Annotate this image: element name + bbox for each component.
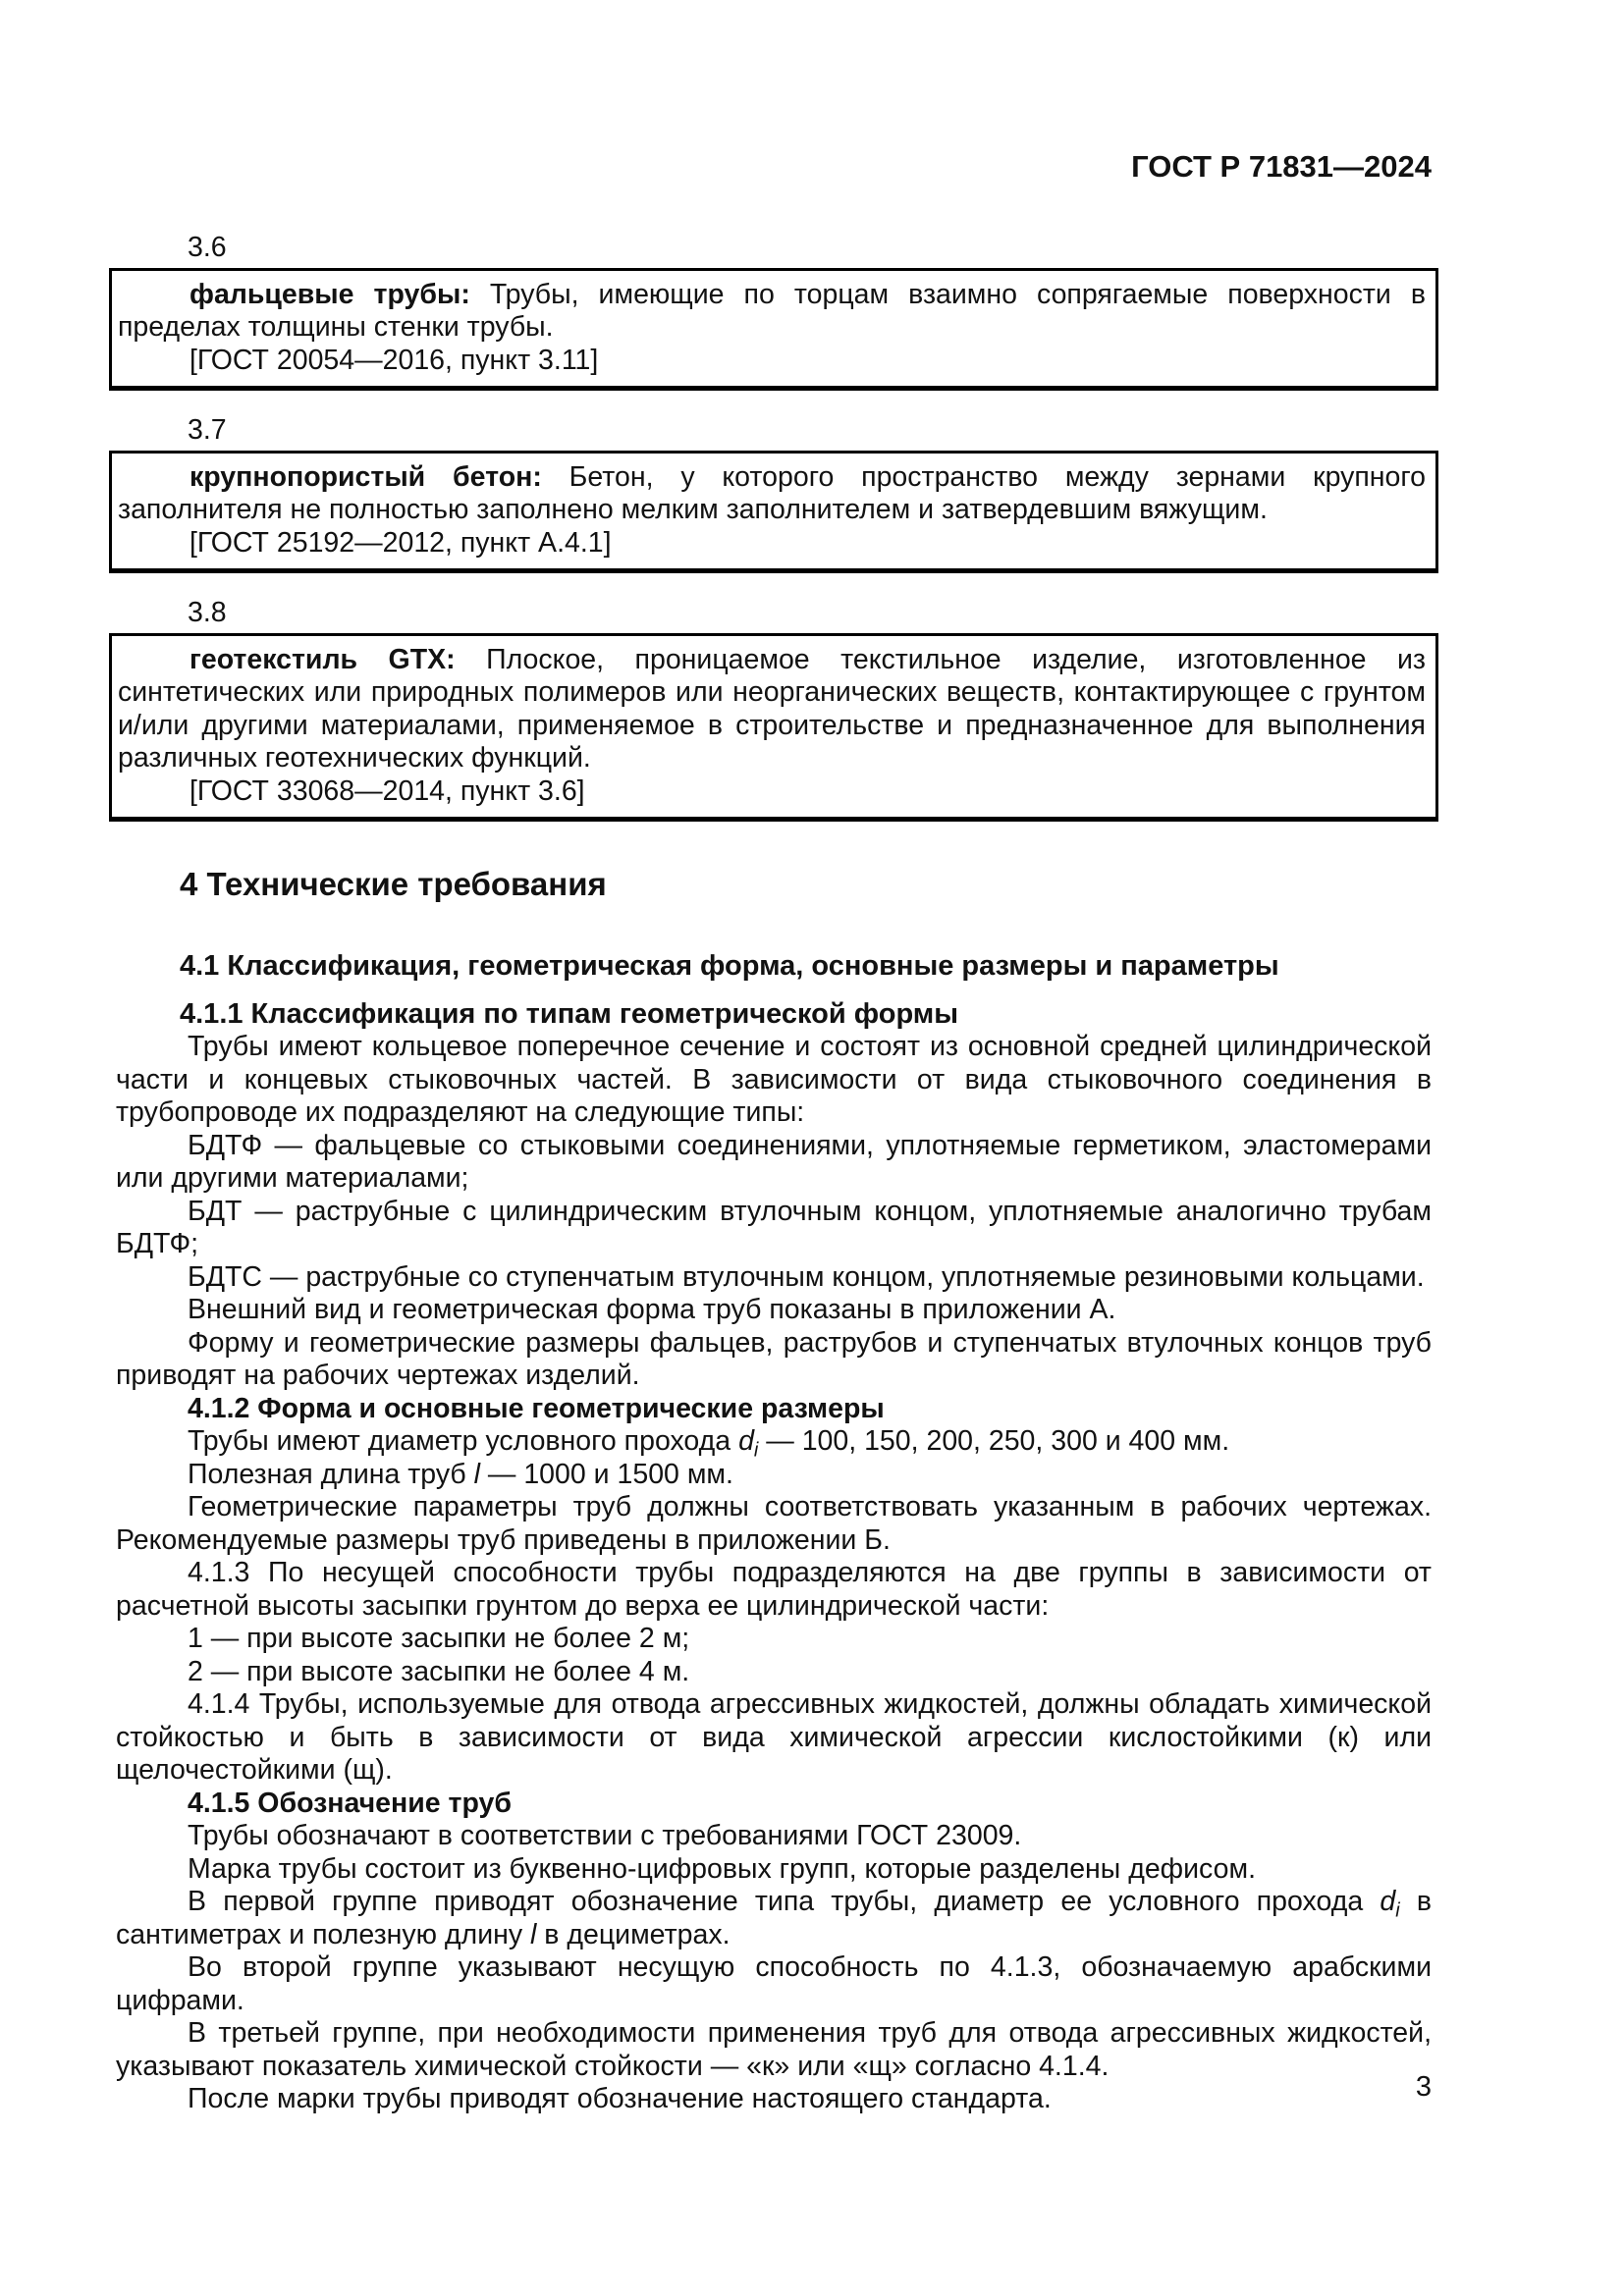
page-number: 3 [1415, 2071, 1432, 2103]
list-item: БДТ — раструбные с цилиндрическим втулочным концом, уплотняемые аналогично трубам БДТФ; [116, 1195, 1432, 1259]
paragraph: Трубы обозначают в соответствии с требованиями ГОСТ 23009. [188, 1820, 1022, 1851]
paragraph: Марка трубы состоит из буквенно-цифровых групп, которые разделены дефисом. [188, 1852, 1256, 1885]
var-letter: d [1380, 1886, 1396, 1917]
text-run: в сантиметрах и полезную длину [116, 1886, 1432, 1950]
var-subscript: i [753, 1439, 759, 1462]
definition-body: Бетон, у которого пространство между зернами крупного заполнителя не полностью заполнено мелким заполнителем и затвердевшим вяжущим. [118, 460, 1426, 525]
definition-source: [ГОСТ 25192—2012, пункт А.4.1] [189, 526, 612, 559]
text-run: — 1000 и 1500 мм. [480, 1458, 733, 1490]
definition-text [118, 644, 1426, 775]
list-item: БДТФ — фальцевые со стыковыми соединениями, уплотняемые герметиком, эластомерами или другими материалами; [116, 1129, 1432, 1194]
term-number-3-6: 3.6 [188, 232, 227, 263]
definition-box-3-6 [109, 268, 1438, 392]
text-run: Полезная длина труб [188, 1458, 474, 1490]
definition-term: геотекстиль GTX: [189, 643, 456, 675]
definition-box-3-8 [109, 633, 1438, 823]
paragraph-4-1-4: 4.1.4 Трубы, используемые для отвода агрессивных жидкостей, должны обладать химической стойкостью и быть в зависимости от вида химической агрессии кислостойкими (к) или щелочестойкими (щ). [116, 1688, 1432, 1786]
text-run: В первой группе приводят обозначение типа трубы, диаметр ее условного прохода [188, 1886, 1380, 1917]
var-d [1380, 1886, 1400, 1922]
var-l: l [530, 1918, 537, 1950]
definition-text [118, 461, 1426, 527]
paragraph: После марки трубы приводят обозначение настоящего стандарта. [188, 2083, 1052, 2114]
paragraph-diameter [116, 1425, 1432, 1462]
paragraph: Внешний вид и геометрическая форма труб показаны в приложении А. [188, 1294, 1116, 1325]
paragraph-marking [116, 1886, 1432, 1951]
paragraph-length [116, 1459, 1432, 1492]
text-run: в дециметрах. [536, 1918, 731, 1950]
text-run: — 100, 150, 200, 250, 300 и 400 мм. [758, 1425, 1230, 1457]
var-letter: d [738, 1425, 754, 1457]
var-d [738, 1425, 759, 1462]
definition-body: Трубы, имеющие по торцам взаимно сопрягаемые поверхности в пределах толщины стенки трубы. [118, 278, 1427, 343]
subsubsection-title-4-1-1: 4.1.1 Классификация по типам геометрической формы [180, 998, 959, 1030]
subsection-title-4-1: 4.1 Классификация, геометрическая форма, основные размеры и параметры [180, 950, 1279, 982]
paragraph: Геометрические параметры труб должны соответствовать указанным в рабочих чертежах. Рекомендуемые размеры труб приведены в приложении Б. [116, 1491, 1432, 1556]
paragraph: Форму и геометрические размеры фальцев, раструбов и ступенчатых втулочных концов труб приводят на рабочих чертежах изделий. [116, 1326, 1432, 1391]
page-header: ГОСТ Р 71831—2024 [1131, 149, 1432, 184]
definition-term: фальцевые трубы: [189, 278, 470, 310]
list-item: 2 — при высоте засыпки не более 4 м. [188, 1655, 690, 1687]
definition-source: [ГОСТ 33068—2014, пункт 3.6] [189, 774, 585, 807]
paragraph: Трубы имеют кольцевое поперечное сечение и состоят из основной средней цилиндрической части и концевых стыковочных частей. В зависимости от вида стыковочного соединения в трубопроводе их подразделяют на следующие типы: [116, 1031, 1432, 1128]
term-number-3-8: 3.8 [188, 597, 227, 628]
list-item: БДТС — раструбные со ступенчатым втулочным концом, уплотняемые резиновыми кольцами. [188, 1260, 1425, 1293]
text-run: Трубы имеют диаметр условного прохода [188, 1425, 739, 1457]
definition-text [118, 279, 1426, 345]
paragraph: В третьей группе, при необходимости применения труб для отвода агрессивных жидкостей, указывают показатель химической стойкости — «к» или «щ» согласно 4.1.4. [116, 2017, 1432, 2082]
list-item: 1 — при высоте засыпки не более 2 м; [188, 1623, 690, 1654]
content-column [116, 0, 1432, 2116]
section-title: 4 Технические требования [180, 866, 607, 902]
definition-box-3-7 [109, 451, 1438, 574]
subsubsection-title-4-1-2: 4.1.2 Форма и основные геометрические размеры [188, 1392, 885, 1424]
definition-term: крупнопористый бетон: [189, 460, 542, 493]
subsubsection-title-4-1-5: 4.1.5 Обозначение труб [188, 1787, 512, 1819]
definition-body: Плоское, проницаемое текстильное изделие, изготовленное из синтетических или природных полимеров или неорганических веществ, контактирующее с грунтом и/или другими материалами, применяемое в строительстве и предназначенное для выполнения различных геотехнических функций. [118, 643, 1426, 774]
definition-source: [ГОСТ 20054—2016, пункт 3.11] [189, 344, 599, 376]
paragraph-4-1-3: 4.1.3 По несущей способности трубы подразделяются на две группы в зависимости от расчетной высоты засыпки грунтом до верха ее цилиндрической части: [116, 1557, 1432, 1622]
var-l: l [473, 1458, 480, 1490]
term-number-3-7: 3.7 [188, 414, 227, 446]
paragraph: Во второй группе указывают несущую способность по 4.1.3, обозначаемую арабскими цифрами. [116, 1951, 1432, 2016]
var-subscript: i [1395, 1899, 1400, 1922]
